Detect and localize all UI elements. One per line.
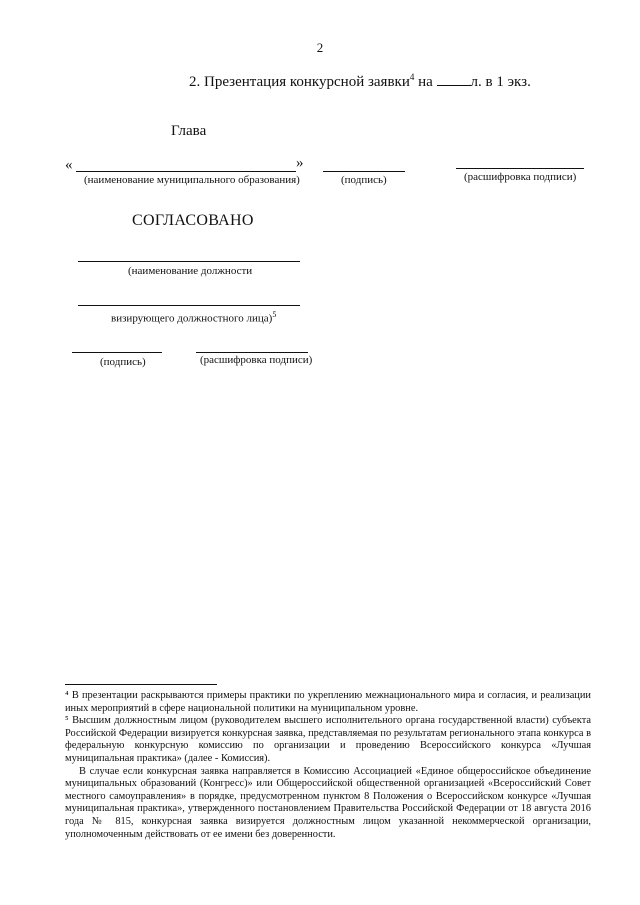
municipality-name-line — [76, 171, 296, 172]
head-title: Глава — [171, 123, 207, 139]
official-caption — [111, 310, 276, 325]
heading-footnote-ref: 4 — [409, 72, 415, 82]
signature-caption: (подпись) — [341, 174, 387, 186]
footnote-5-continuation: В случае если конкурсная заявка направляется в Комиссию Ассоциацией «Единое общероссийское объединение муниципальных образований (Конгресс)» или Общероссийской общественной организацией «Всероссийский Совет местного самоуправления» в порядке, предусмотренном пунктом 8 Положения о Всероссийском конкурсе «Лучшая муниципальная практика», утвержденного постановлением Правительства Российской Федерации от 18 августа 2016 года № 815, конкурсная заявка визируется должностным лицом указанной некоммерческой организации, уполномоченным действовать от ее имени без доверенности. — [65, 765, 591, 840]
position-line — [78, 261, 300, 262]
decoding-caption: (расшифровка подписи) — [464, 171, 577, 183]
page-number: 2 — [316, 40, 324, 55]
footnote-4: ⁴ В презентации раскрываются примеры практики по укреплению межнационального мира и согласия, и реализации иных мероприятий в сфере национальной политики на муниципальном уровне. — [65, 690, 591, 714]
signature-line — [323, 171, 405, 172]
agreed-signature-caption: (подпись) — [100, 356, 146, 368]
official-caption-text: визирующего должностного лица) — [111, 312, 273, 325]
open-quote: « — [65, 157, 73, 173]
footnotes — [65, 690, 591, 841]
agreed-signature-line — [72, 352, 162, 353]
agreed-decoding-line — [196, 352, 308, 353]
heading-prefix: 2. Презентация конкурсной заявки — [189, 74, 410, 90]
section-heading — [189, 72, 531, 91]
official-footnote-ref: 5 — [272, 310, 277, 319]
agreed-decoding-caption: (расшифровка подписи) — [200, 354, 313, 366]
heading-middle: на — [414, 74, 437, 90]
page-count-blank — [437, 75, 471, 86]
agreed-title: СОГЛАСОВАНО — [132, 212, 254, 229]
heading-suffix: л. в 1 экз. — [470, 74, 531, 90]
decoding-line — [456, 168, 584, 169]
footnote-5: ⁵ Высшим должностным лицом (руководителем высшего исполнительного органа государственной власти) субъекта Российской Федерации визируется конкурсная заявка, представляемая по результатам регионального этапа конкурса в федеральную конкурсную комиссию по организации и проведению Всероссийского конкурса «Лучшая муниципальная практика» (далее - Комиссия). — [65, 715, 591, 764]
footnote-separator — [65, 684, 217, 685]
position-caption: (наименование должности — [128, 265, 253, 277]
municipality-caption: (наименование муниципального образования) — [84, 174, 300, 186]
close-quote: » — [296, 155, 304, 171]
official-line — [78, 305, 300, 306]
